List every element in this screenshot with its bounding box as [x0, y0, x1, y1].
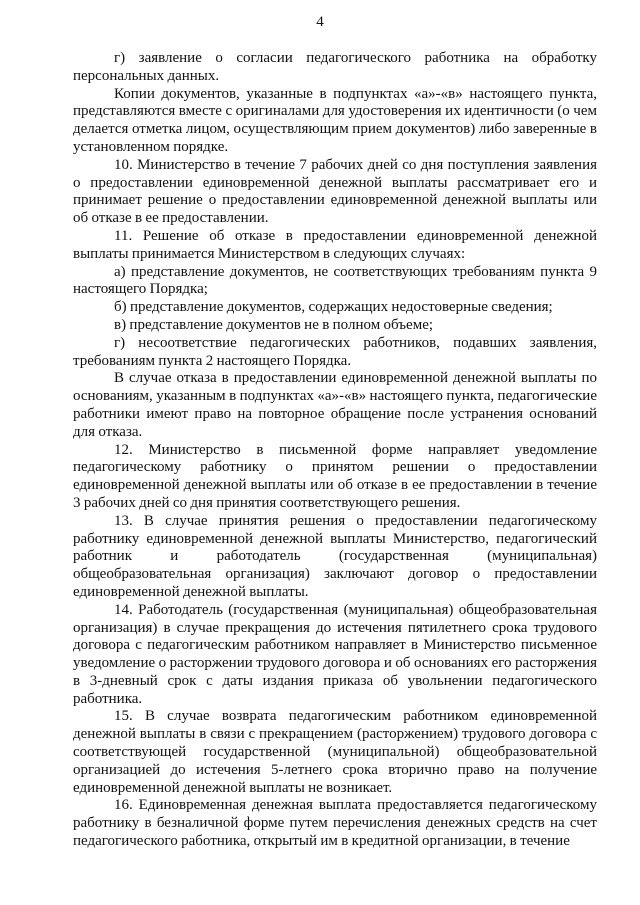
paragraph-clause-11: 11. Решение об отказе в предоставлении единовременной денежной выплаты принимается Министерством в следующих случаях: — [73, 227, 597, 262]
document-body — [73, 50, 597, 851]
list-item-v: в) представление документов не в полном объеме; — [114, 316, 434, 333]
paragraph-repeat-application: В случае отказа в предоставлении единовременной денежной выплаты по основаниям, указанным в подпунктах «а»-«в» настоящего пункта, педагогические работники имеют право на повторное обращение после устранения оснований для отказа. — [73, 370, 597, 440]
paragraph-clause-16: 16. Единовременная денежная выплата предоставляется педагогическому работнику в безналичной форме путем перечисления денежных средств на счет педагогического работника, открытый им в кредитной организации, в течение — [73, 797, 597, 850]
list-item-b: б) представление документов, содержащих недостоверные сведения; — [114, 299, 553, 316]
paragraph-clause-13: 13. В случае принятия решения о предоставлении педагогическому работнику единовременной денежной выплаты Министерство, педагогический работник и работодатель (государственная (муниципальная) общеобразовательная организация) заключают договор о предоставлении единовременной денежной выплаты. — [73, 512, 597, 600]
paragraph-clause-10: 10. Министерство в течение 7 рабочих дней со дня поступления заявления о предоставлении единовременной денежной выплаты рассматривает его и принимает решение о предоставлении единовременной денежной выплаты или об отказе в ее предоставлении. — [73, 156, 597, 227]
paragraph-clause-15: 15. В случае возврата педагогическим работником единовременной денежной выплаты в связи с прекращением (расторжением) трудового договора с соответствующей государственной (муниципальной) общеобразовательной организацией до истечения 5-летнего срока вторично право на получение единовременной денежной выплаты не возникает. — [73, 708, 597, 796]
paragraph-consent-item: г) заявление о согласии педагогического работника на обработку персональных данных. — [73, 50, 597, 84]
list-item-a: а) представление документов, не соответствующих требованиям пункта 9 настоящего Порядка; — [73, 263, 597, 298]
paragraph-clause-14: 14. Работодатель (государственная (муниципальная) общеобразовательная организация) в случае прекращения до истечения пятилетнего срока трудового договора с педагогическим работником направляет в Министерство письменное уведомление о расторжении трудового договора и об основаниях его расторжения в 3-дневный срок с даты издания приказа об увольнении педагогического работника. — [73, 601, 597, 707]
paragraph-document-copies: Копии документов, указанные в подпунктах «а»-«в» настоящего пункта, представляются вместе с оригиналами для удостоверения их идентичности (о чем делается отметка лицом, осуществляющим прием документов) либо заверенные в установленном порядке. — [73, 85, 597, 155]
page-number: 4 — [316, 14, 324, 30]
paragraph-clause-12: 12. Министерство в письменной форме направляет уведомление педагогическому работнику о принятом решении о предоставлении единовременной денежной выплаты или об отказе в ее предоставлении в течение 3 рабочих дней со дня принятия соответствующего решения. — [73, 441, 597, 511]
list-item-g: г) несоответствие педагогических работников, подавших заявления, требованиям пункта 2 настоящего Порядка. — [73, 334, 597, 369]
